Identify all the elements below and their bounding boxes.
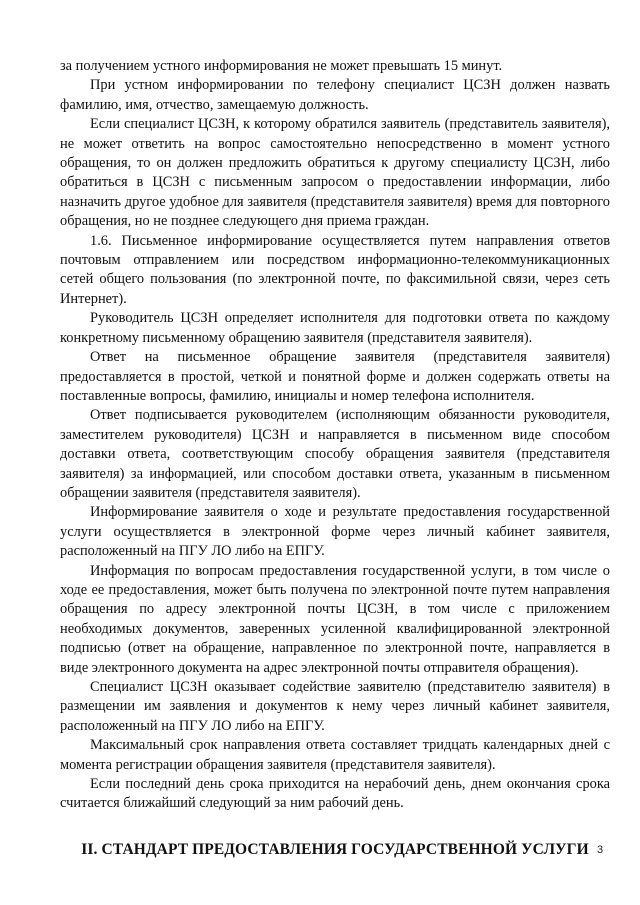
paragraph-3: Если специалист ЦСЗН, к которому обратился заявитель (представитель заявителя), не может ответить на вопрос самостоятельно непосредственно в момент устного обращения, то он должен предложить обратиться к другому специалисту ЦСЗН, либо обратиться в ЦСЗН с письменным запросом о предоставлении информации, либо назначить другое удобное для заявителя (представителя заявителя) время для повторного обращения, но не позднее следующего дня приема граждан. (60, 116, 610, 230)
paragraph-6: Ответ на письменное обращение заявителя (представителя заявителя) предоставляется в простой, четкой и понятной форме и должен содержать ответы на поставленные вопросы, фамилию, инициалы и номер телефона исполнителя. (60, 349, 610, 404)
paragraph-5: Руководитель ЦСЗН определяет исполнителя для подготовки ответа по каждому конкретному письменному обращению заявителя (представителя заявителя). (60, 310, 610, 346)
paragraph-7: Ответ подписывается руководителем (исполняющим обязанности руководителя, заместителем руководителя) ЦСЗН и направляется в письменном виде способом доставки ответа, соответствующим способу обращения заявителя (представителя заявителя) за информацией, или способом доставки ответа, указанным в письменном обращении заявителя (представителя заявителя). (60, 407, 610, 501)
paragraph-4: 1.6. Письменное информирование осуществляется путем направления ответов почтовым отправлением или посредством информационно-телекоммуникационных сетей общего пользования (по электронной почте, по факсимильной связи, через сеть Интернет). (60, 232, 610, 307)
section-heading: II. СТАНДАРТ ПРЕДОСТАВЛЕНИЯ ГОСУДАРСТВЕННОЙ УСЛУГИ (81, 840, 589, 858)
paragraph-9: Информация по вопросам предоставления государственной услуги, в том числе о ходе ее предоставления, может быть получена по электронной почте путем направления обращения по адресу электронной почты ЦСЗН, в том числе с приложением необходимых документов, заверенных усиленной квалифицированной электронной подписью (ответ на обращение, направленное по электронной почте, направляется в виде электронного документа на адрес электронной почты отправителя обращения). (60, 562, 610, 676)
paragraph-8: Информирование заявителя о ходе и результате предоставления государственной услуги осуществляется в электронной форме через личный кабинет заявителя, расположенный на ПГУ ЛО либо на ЕПГУ. (60, 504, 610, 560)
document-page (60, 57, 610, 860)
page-number: 3 (597, 844, 604, 856)
paragraph-11: Максимальный срок направления ответа составляет тридцать календарных дней с момента регистрации обращения заявителя (представителя заявителя). (60, 737, 610, 773)
paragraph-2: При устном информировании по телефону специалист ЦСЗН должен назвать фамилию, имя, отчество, замещаемую должность. (60, 77, 610, 113)
paragraph-10: Специалист ЦСЗН оказывает содействие заявителю (представителю заявителя) в размещении им заявления и документов к нему через личный кабинет заявителя, расположенный на ПГУ ЛО либо на ЕПГУ. (60, 679, 610, 734)
paragraph-12: Если последний день срока приходится на нерабочий день, днем окончания срока считается ближайший следующий за ним рабочий день. (60, 776, 610, 812)
paragraph-1: за получением устного информирования не может превышать 15 минут. (60, 58, 503, 74)
